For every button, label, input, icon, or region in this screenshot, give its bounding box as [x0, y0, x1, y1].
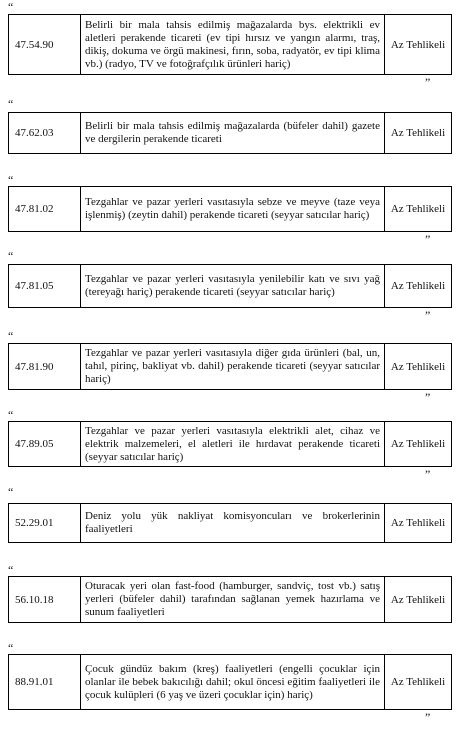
open-quote: “	[8, 173, 14, 187]
open-quote: “	[8, 408, 14, 422]
close-quote: ”	[425, 467, 431, 481]
open-quote: “	[8, 485, 14, 499]
hazard-class: Az Tehlikeli	[390, 676, 446, 688]
activity-description: Belirli bir mala tahsis edilmiş mağazalarda bys. elektrikli ev aletleri perakende ticareti (ev tipi hırsız ve yangın alarmı, traş, dikiş, dokuma ve örgü makinesi, fırın, soba, radyatör, ev tipi klima vb.) (radyo, TV ve fotoğrafçılık ürünleri hariç)	[81, 15, 385, 74]
nace-code: 47.89.05	[9, 422, 81, 466]
activity-description: Tezgahlar ve pazar yerleri vasıtasıyla diğer gıda ürünleri (bal, un, tahıl, pirinç, bakliyat vb. dahil) perakende ticareti (seyyar satıcılar hariç)	[81, 344, 385, 389]
nace-code: 47.81.05	[9, 265, 81, 307]
hazard-class: Az Tehlikeli	[390, 280, 446, 292]
activity-description: Tezgahlar ve pazar yerleri vasıtasıyla elektrikli alet, cihaz ve elektrik malzemeleri, el aletleri ile hırdavat perakende ticareti (seyyar satıcılar hariç)	[81, 422, 385, 466]
nace-code: 47.81.90	[9, 344, 81, 389]
open-quote: “	[8, 641, 14, 655]
activity-description: Çocuk gündüz bakım (kreş) faaliyetleri (engelli çocuklar için olanlar ile bebek bakıcılığı dahil; okul öncesi eğitim faaliyetleri ile çocuk kulüpleri (6 yaş ve üzeri çocuklar için) hariç)	[81, 655, 385, 709]
open-quote: “	[8, 0, 14, 14]
hazard-class: Az Tehlikeli	[390, 38, 446, 51]
close-quote: ”	[425, 232, 431, 246]
open-quote: “	[8, 97, 14, 111]
hazard-class: Az Tehlikeli	[390, 593, 446, 606]
activity-description: Deniz yolu yük nakliyat komisyoncuları ve brokerlerinin faaliyetleri	[81, 504, 385, 542]
close-quote: ”	[425, 390, 431, 404]
hazard-class: Az Tehlikeli	[390, 360, 446, 373]
activity-description: Belirli bir mala tahsis edilmiş mağazalarda (büfeler dahil) gazete ve dergilerin perakende ticareti	[81, 113, 385, 153]
close-quote: ”	[425, 710, 431, 724]
open-quote: “	[8, 249, 14, 263]
hazard-class: Az Tehlikeli	[390, 517, 446, 529]
hazard-class: Az Tehlikeli	[390, 203, 446, 215]
activity-description: Tezgahlar ve pazar yerleri vasıtasıyla sebze ve meyve (taze veya işlenmiş) (zeytin dahil) perakende ticareti (seyyar satıcılar hariç)	[81, 187, 385, 231]
table-row	[8, 186, 452, 232]
activity-description: Tezgahlar ve pazar yerleri vasıtasıyla yenilebilir katı ve sıvı yağ (tereyağı hariç) perakende ticareti (seyyar satıcılar hariç)	[81, 265, 385, 307]
hazard-class: Az Tehlikeli	[390, 127, 446, 139]
table-row	[8, 421, 452, 467]
table-row	[8, 503, 452, 543]
table-row	[8, 112, 452, 154]
open-quote: “	[8, 329, 14, 343]
table-row	[8, 264, 452, 308]
nace-code: 88.91.01	[9, 655, 81, 709]
table-row	[8, 14, 452, 75]
nace-code: 56.10.18	[9, 577, 81, 622]
nace-code: 52.29.01	[9, 504, 81, 542]
nace-code: 47.62.03	[9, 113, 81, 153]
table-row	[8, 576, 452, 623]
close-quote: ”	[425, 308, 431, 322]
nace-code: 47.54.90	[9, 15, 81, 74]
table-row	[8, 343, 452, 390]
nace-code: 47.81.02	[9, 187, 81, 231]
open-quote: “	[8, 563, 14, 577]
hazard-class: Az Tehlikeli	[390, 438, 446, 450]
activity-description: Oturacak yeri olan fast-food (hamburger, sandviç, tost vb.) satış yerleri (büfeler dahil) tarafından sağlanan yemek hazırlama ve sunum faaliyetleri	[81, 577, 385, 622]
close-quote: ”	[425, 75, 431, 89]
table-row	[8, 654, 452, 710]
